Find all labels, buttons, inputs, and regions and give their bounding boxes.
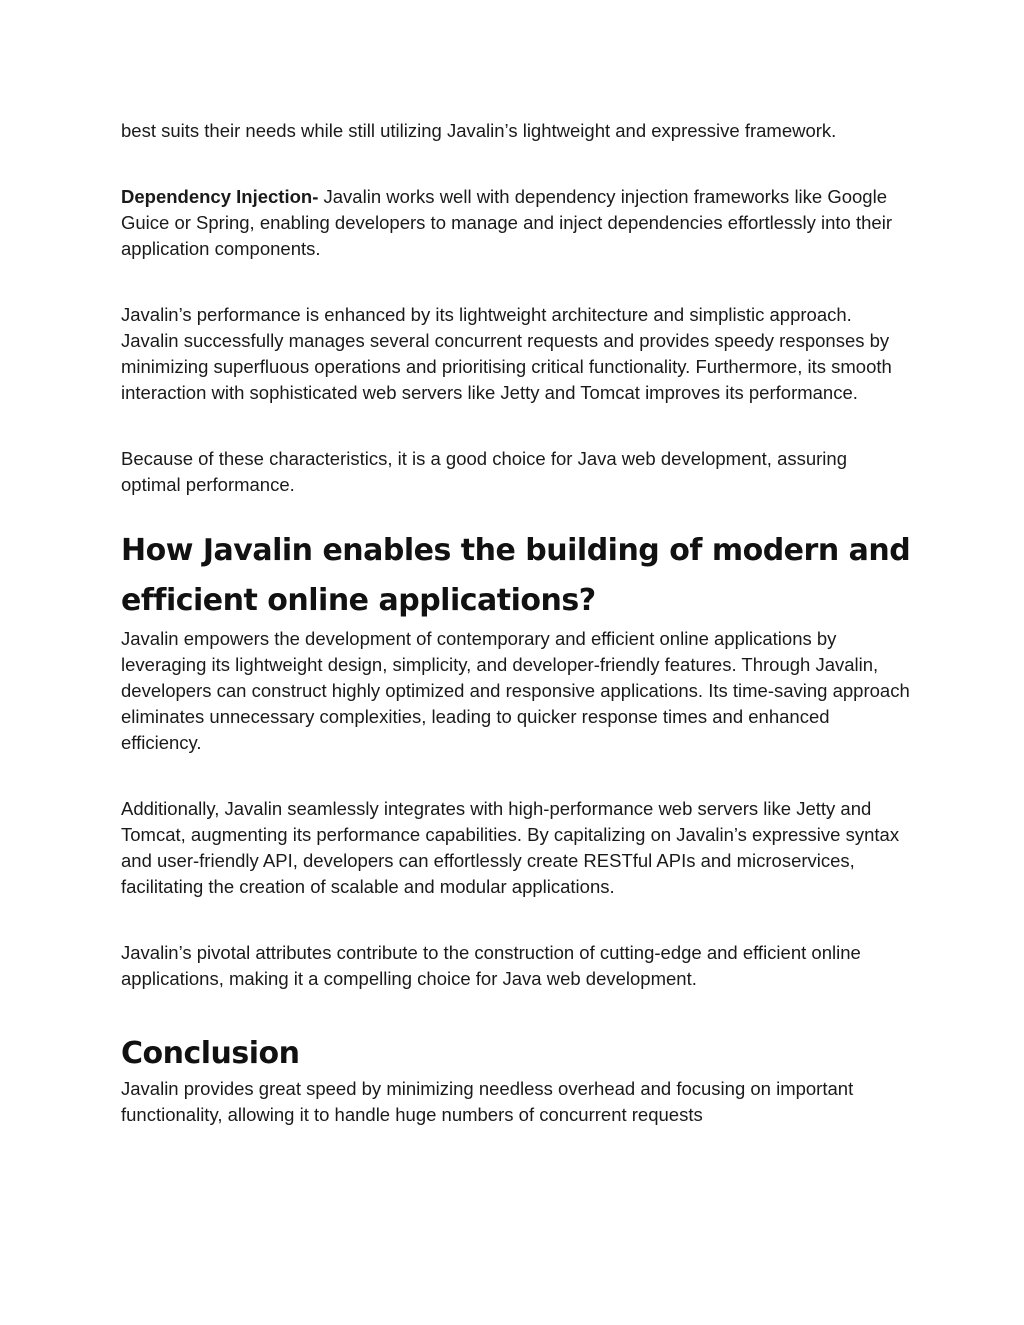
modern-apps-paragraph-2: Additionally, Javalin seamlessly integrates with high-performance web servers like Jetty and Tomcat, augmenting its performance capabilities. By capitalizing on Javalin’s expressive syntax and user-friendly API, developers can effortlessly create RESTful APIs and microservices, facilitating the creation of scalable and modular applications. — [121, 798, 900, 897]
dependency-injection-body: Javalin works well with dependency injection frameworks like Google Guice or Spring, enabling developers to manage and inject dependencies effortlessly into their application components. — [121, 186, 892, 259]
performance-paragraph: Javalin’s performance is enhanced by its lightweight architecture and simplistic approach. Javalin successfully manages several concurrent requests and provides speedy responses by minimizing superfluous operations and prioritising critical functionality. Furthermore, its smooth interaction with sophisticated web servers like Jetty and Tomcat improves its performance. — [121, 304, 892, 403]
characteristics-paragraph: Because of these characteristics, it is a good choice for Java web development, assuring optimal performance. — [121, 448, 847, 495]
modern-apps-paragraph-3: Javalin’s pivotal attributes contribute to the construction of cutting-edge and efficient online applications, making it a compelling choice for Java web development. — [121, 942, 861, 989]
conclusion-heading: Conclusion — [121, 1036, 300, 1071]
conclusion-paragraph: Javalin provides great speed by minimizing needless overhead and focusing on important functionality, allowing it to handle huge numbers of concurrent requests — [121, 1078, 854, 1125]
intro-tail-paragraph: best suits their needs while still utilizing Javalin’s lightweight and expressive framework. — [121, 120, 837, 141]
modern-apps-paragraph-1: Javalin empowers the development of contemporary and efficient online applications by leveraging its lightweight design, simplicity, and developer-friendly features. Through Javalin, developers can construct highly optimized and responsive applications. Its time-saving approach eliminates unnecessary complexities, leading to quicker response times and enhanced efficiency. — [121, 628, 910, 753]
dependency-injection-lead: Dependency Injection- — [121, 186, 319, 207]
dependency-injection-paragraph — [121, 184, 911, 262]
document-page — [121, 118, 911, 1128]
modern-apps-heading: How Javalin enables the building of modern and efficient online applications? — [121, 533, 911, 618]
